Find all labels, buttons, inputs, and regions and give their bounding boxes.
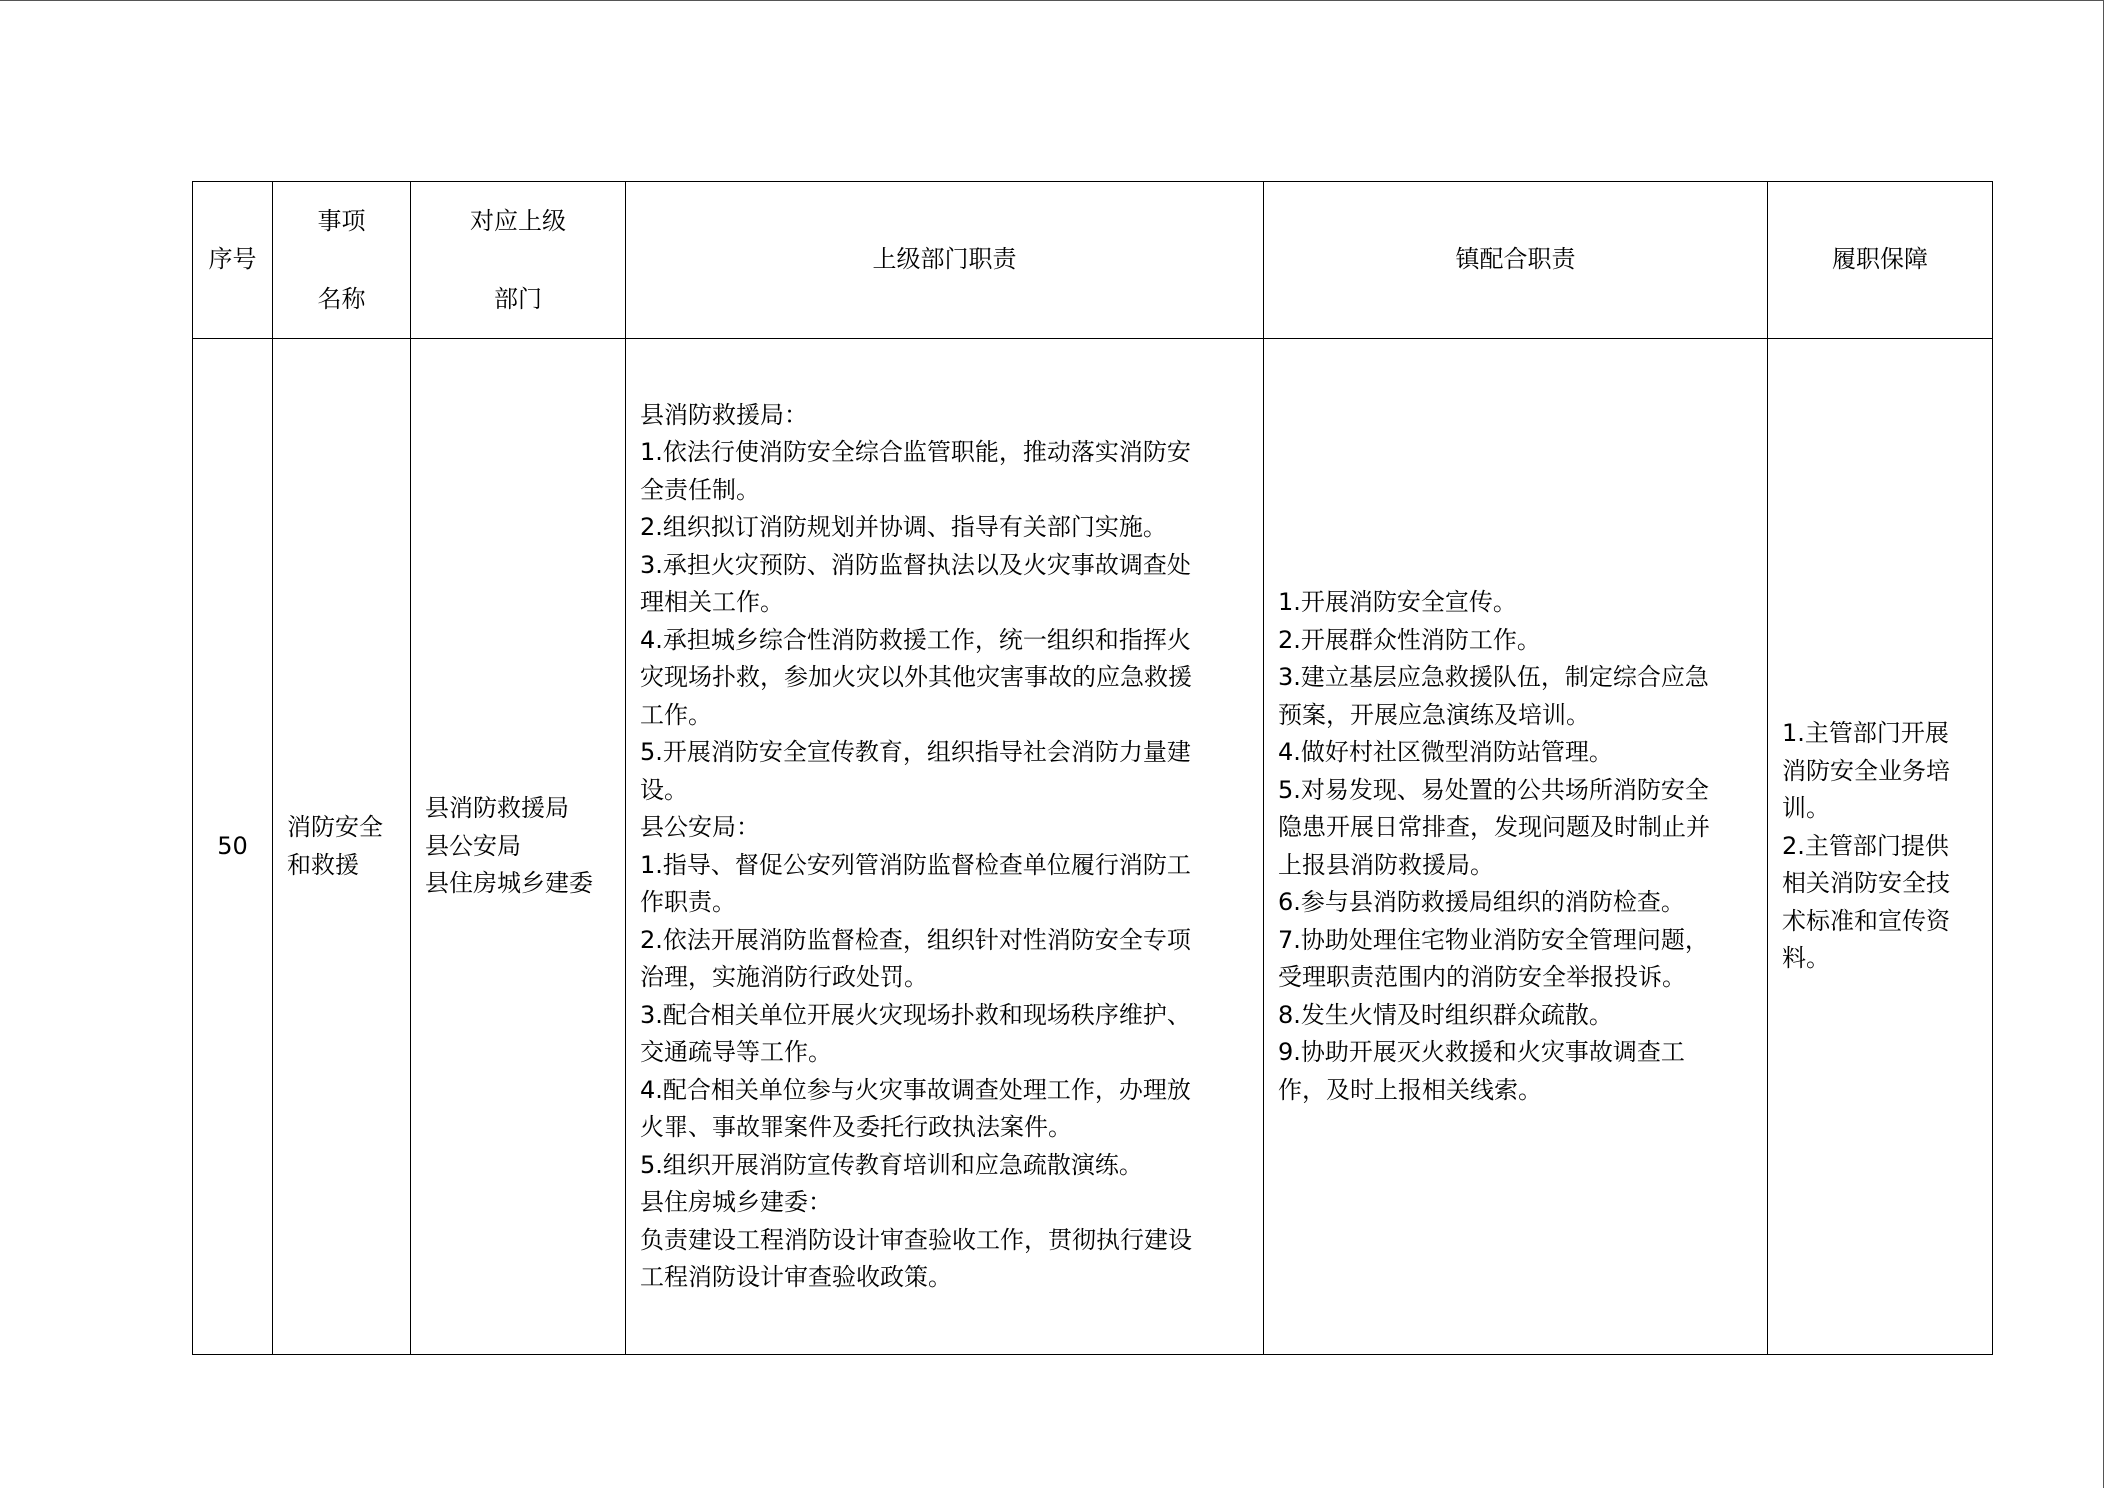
upper-duty-line: 火罪、事故罪案件及委托行政执法案件。 <box>640 1113 1072 1141</box>
upper-duty-line: 负责建设工程消防设计审查验收工作，贯彻执行建设 <box>640 1225 1192 1254</box>
item-name-line: 消防安全 <box>287 813 383 841</box>
guarantee-line: 消防安全业务培 <box>1782 756 1950 785</box>
page-top-border <box>0 0 2104 1</box>
town-duty-line: 上报县消防救援局。 <box>1278 850 1494 879</box>
upper-duty-line: 4.承担城乡综合性消防救援工作，统一组织和指挥火 <box>640 625 1191 654</box>
cell-town-duty <box>1264 339 1768 1355</box>
town-duty-line: 预案，开展应急演练及培训。 <box>1278 700 1590 729</box>
item-name-line: 和救援 <box>287 850 359 879</box>
table-row <box>193 339 1993 1355</box>
guarantee-line: 2.主管部门提供 <box>1782 831 1949 860</box>
guarantee-line: 相关消防安全技 <box>1782 869 1950 898</box>
cell-departments <box>411 339 626 1355</box>
header-item-name-line1: 事项 <box>317 207 366 235</box>
header-row <box>193 182 1993 339</box>
header-item-name <box>273 182 411 339</box>
department-line: 县住房城乡建委 <box>425 869 593 898</box>
town-duty-line: 受理职责范围内的消防安全举报投诉。 <box>1278 963 1686 991</box>
town-duty-line: 6.参与县消防救援局组织的消防检查。 <box>1278 888 1685 916</box>
upper-duty-line: 交通疏导等工作。 <box>640 1038 832 1066</box>
upper-duty-line: 县住房城乡建委： <box>640 1188 832 1216</box>
upper-duty-line: 县公安局： <box>640 813 760 841</box>
town-duty-line: 7.协助处理住宅物业消防安全管理问题， <box>1278 925 1709 954</box>
upper-duty-line: 工程消防设计审查验收政策。 <box>640 1263 952 1291</box>
town-duty-line: 2.开展群众性消防工作。 <box>1278 625 1541 654</box>
header-item-name-line2: 名称 <box>317 285 366 313</box>
upper-duty-line: 1.依法行使消防安全综合监管职能，推动落实消防安 <box>640 438 1191 466</box>
cell-item-name <box>273 339 411 1355</box>
upper-duty-line: 治理，实施消防行政处罚。 <box>640 963 928 991</box>
upper-duty-line: 2.依法开展消防监督检查，组织针对性消防安全专项 <box>640 925 1191 954</box>
town-duty-line: 1.开展消防安全宣传。 <box>1278 588 1517 616</box>
town-duty-line: 隐患开展日常排查，发现问题及时制止并 <box>1278 813 1710 841</box>
upper-duty-line: 工作。 <box>640 700 712 729</box>
town-duty-line: 3.建立基层应急救援队伍，制定综合应急 <box>1278 663 1709 691</box>
responsibility-table <box>192 181 1993 1355</box>
header-upper-dept <box>411 182 626 339</box>
cell-upper-duty <box>626 339 1264 1355</box>
cell-seq: 50 <box>193 339 273 1355</box>
town-duty-line: 作，及时上报相关线索。 <box>1278 1075 1542 1104</box>
header-upper-dept-line1: 对应上级 <box>470 207 566 235</box>
upper-duty-line: 5.开展消防安全宣传教育，组织指导社会消防力量建 <box>640 738 1191 766</box>
header-upper-duty: 上级部门职责 <box>626 182 1264 339</box>
department-line: 县消防救援局 <box>425 794 569 823</box>
town-duty-line: 9.协助开展灭火救援和火灾事故调查工 <box>1278 1038 1685 1066</box>
header-town-duty: 镇配合职责 <box>1264 182 1768 339</box>
upper-duty-line: 县消防救援局： <box>640 400 808 429</box>
department-line: 县公安局 <box>425 831 521 860</box>
guarantee-line: 料。 <box>1782 944 1830 973</box>
header-upper-dept-line2: 部门 <box>494 285 542 313</box>
cell-guarantee <box>1768 339 1993 1355</box>
upper-duty-line: 2.组织拟订消防规划并协调、指导有关部门实施。 <box>640 513 1167 541</box>
upper-duty-line: 3.承担火灾预防、消防监督执法以及火灾事故调查处 <box>640 550 1191 579</box>
upper-duty-line: 设。 <box>640 775 688 804</box>
upper-duty-line: 5.组织开展消防宣传教育培训和应急疏散演练。 <box>640 1150 1143 1179</box>
town-duty-line: 5.对易发现、易处置的公共场所消防安全 <box>1278 775 1709 804</box>
guarantee-line: 术标准和宣传资 <box>1782 906 1950 935</box>
upper-duty-line: 3.配合相关单位开展火灾现场扑救和现场秩序维护、 <box>640 1000 1191 1029</box>
town-duty-line: 4.做好村社区微型消防站管理。 <box>1278 738 1613 766</box>
upper-duty-line: 1.指导、督促公安列管消防监督检查单位履行消防工 <box>640 850 1191 879</box>
upper-duty-line: 全责任制。 <box>640 475 760 504</box>
upper-duty-line: 作职责。 <box>640 888 736 916</box>
guarantee-line: 1.主管部门开展 <box>1782 719 1949 748</box>
header-guarantee: 履职保障 <box>1768 182 1993 339</box>
upper-duty-line: 理相关工作。 <box>640 588 784 616</box>
guarantee-line: 训。 <box>1782 794 1830 823</box>
header-seq: 序号 <box>193 182 273 339</box>
upper-duty-line: 4.配合相关单位参与火灾事故调查处理工作，办理放 <box>640 1075 1191 1104</box>
upper-duty-line: 灾现场扑救，参加火灾以外其他灾害事故的应急救援 <box>640 663 1192 691</box>
town-duty-line: 8.发生火情及时组织群众疏散。 <box>1278 1000 1613 1029</box>
